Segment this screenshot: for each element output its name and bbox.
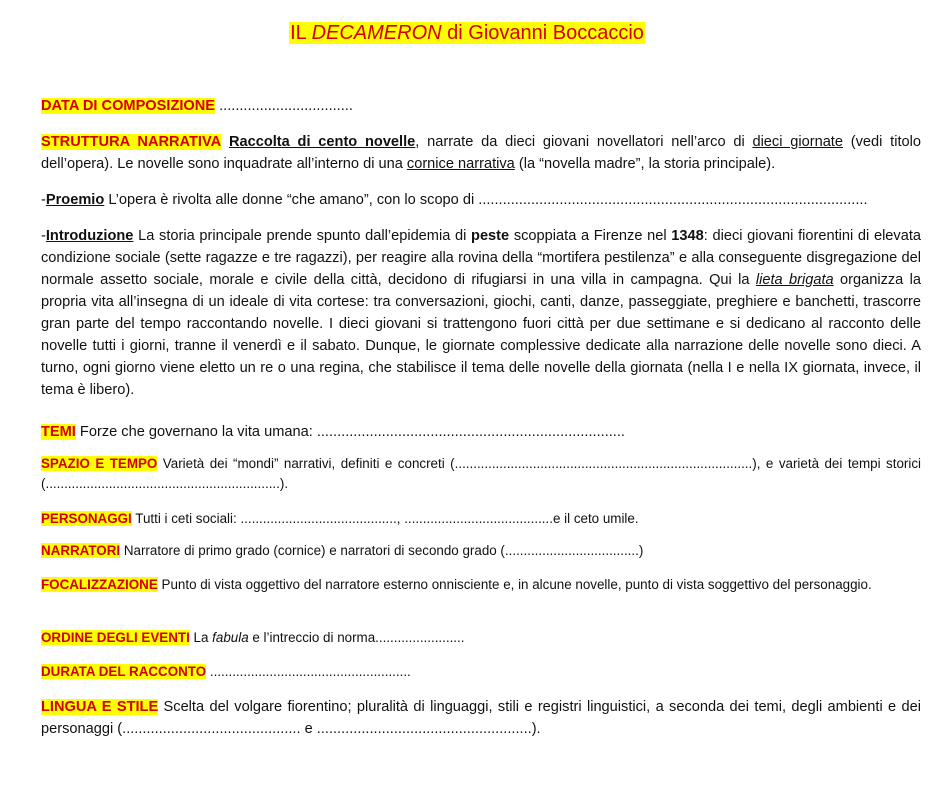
blank-line: ................................. xyxy=(215,98,353,114)
text-span: scoppiata a Firenze nel xyxy=(509,228,672,244)
blank-line: .................................... xyxy=(504,543,639,558)
underlined-text: dieci giornate xyxy=(752,134,843,150)
section-proemio xyxy=(41,189,921,211)
blank-line: ................................................................................ xyxy=(454,456,753,471)
text-span: ) xyxy=(638,543,644,558)
text-span: L’opera è rivolta alle donne “che amano”, con lo scopo di xyxy=(104,192,479,208)
bold-text: peste xyxy=(471,228,510,244)
section-label: SPAZIO E TEMPO xyxy=(41,456,158,471)
text-span: Tutti i ceti sociali: xyxy=(131,511,241,526)
text-span: Narratore di primo grado (cornice) e narratori di secondo grado ( xyxy=(120,543,505,558)
title-work: DECAMERON xyxy=(311,22,442,44)
section-label: ORDINE DEGLI EVENTI xyxy=(41,630,190,645)
section-label: NARRATORI xyxy=(41,543,121,558)
text-span xyxy=(221,134,229,150)
section-label: TEMI xyxy=(41,424,76,440)
italic-underlined-text: lieta brigata xyxy=(755,272,834,288)
text-span: (la “novella madre”, la storia principale). xyxy=(514,156,776,172)
bold-text: 1348 xyxy=(671,228,704,244)
dash: - xyxy=(41,192,46,208)
dash: - xyxy=(41,228,46,244)
section-label: FOCALIZZAZIONE xyxy=(41,577,158,592)
section-lingua-stile xyxy=(41,696,921,740)
blank-line: ............................................................................ xyxy=(316,424,625,440)
blank-line: .......................................... xyxy=(240,511,397,526)
text-span: e l’intreccio di norma xyxy=(248,630,376,645)
section-label: DATA DI COMPOSIZIONE xyxy=(41,98,216,114)
section-sublabel: Proemio xyxy=(45,192,105,208)
title-highlight xyxy=(289,22,645,44)
text-span: Varietà dei “mondi” narrativi, definiti e concreti ( xyxy=(157,456,455,471)
text-span: organizza la propria vita all’insegna di un ideale di vita cortese: tra conversazioni, giochi, canti, danze, passeggiate, preghiere e banchetti, trascorre gran parte del tempo raccontando novelle. I dieci giovani si trattengono fuori città per due settimane e si dedicano al racconto delle novelle tutti i giorni, tranne il venerdì e il sabato. Dunque, le giornate complessive dedicate alla narrazione delle novelle sono dieci. A turno, ogni giorno viene eletto un re o una regina, che stabilisce il tema delle novelle della giornata (nella I e nella IX giornata, invece, il tema è libero). xyxy=(41,272,922,398)
text-span: La storia principale prende spunto dall’epidemia di xyxy=(133,228,472,244)
text-span: Forze che governano la vita umana: xyxy=(75,424,317,440)
text-span: Punto di vista oggettivo del narratore esterno onnisciente e, in alcune novelle, punto di vista soggettivo del personaggio. xyxy=(157,577,872,592)
section-focalizzazione xyxy=(41,575,921,595)
text-span: La xyxy=(189,630,213,645)
bold-underlined-text: Raccolta di cento novelle xyxy=(228,134,416,150)
section-label: LINGUA E STILE xyxy=(41,699,159,715)
section-durata-racconto xyxy=(41,662,921,682)
text-span: (vedi titolo dell’opera). Le novelle sono inquadrate all’interno di una xyxy=(41,134,921,172)
section-data-composizione xyxy=(41,95,921,117)
text-span: , xyxy=(396,511,405,526)
section-narratori xyxy=(41,541,921,561)
section-label: DURATA DEL RACCONTO xyxy=(41,664,207,679)
text-span: ), e varietà dei tempi storici ( xyxy=(41,456,921,491)
section-spazio-tempo xyxy=(41,454,921,494)
blank-line: ........................................ xyxy=(404,511,553,526)
text-span: e xyxy=(300,721,317,737)
blank-line: ................................................................................................ xyxy=(478,192,868,208)
text-span: , narrate da dieci giovani novellatori nell’arco di xyxy=(415,134,753,150)
blank-line: ..................................................... xyxy=(316,721,532,737)
section-ordine-eventi xyxy=(41,628,921,648)
section-label: STRUTTURA NARRATIVA xyxy=(41,134,222,150)
text-span: ). xyxy=(531,721,541,737)
section-personaggi xyxy=(41,509,921,529)
blank-line: ............................................................... xyxy=(45,476,280,491)
section-temi xyxy=(41,421,921,443)
blank-line: ........................ xyxy=(375,630,465,645)
text-span: ). xyxy=(279,476,289,491)
section-sublabel: Introduzione xyxy=(45,228,134,244)
text-span: : dieci giovani fiorentini di elevata condizione sociale (sette ragazze e tre ragazzi), per reagire alla rovina della “mortifera pestilenza” e alla conseguente disgregazione del normale assetto sociale, morale e civile della città, decidono di rifugiarsi in una villa in campagna. Qui la xyxy=(41,228,922,288)
blank-line: ...................................................... xyxy=(206,664,411,679)
underlined-text: cornice narrativa xyxy=(406,156,515,172)
text-span: e il ceto umile. xyxy=(552,511,639,526)
section-struttura-narrativa xyxy=(41,131,921,175)
title-prefix: IL xyxy=(290,22,312,44)
page-title xyxy=(0,20,934,46)
blank-line: ............................................ xyxy=(122,721,301,737)
section-introduzione xyxy=(41,225,921,401)
italic-text: fabula xyxy=(212,630,249,645)
title-suffix: di Giovanni Boccaccio xyxy=(441,22,644,44)
text-span: Scelta del volgare fiorentino; pluralità di linguaggi, stili e registri linguistici, a seconda dei temi, degli ambienti e dei personaggi ( xyxy=(41,699,921,737)
section-label: PERSONAGGI xyxy=(41,511,132,526)
